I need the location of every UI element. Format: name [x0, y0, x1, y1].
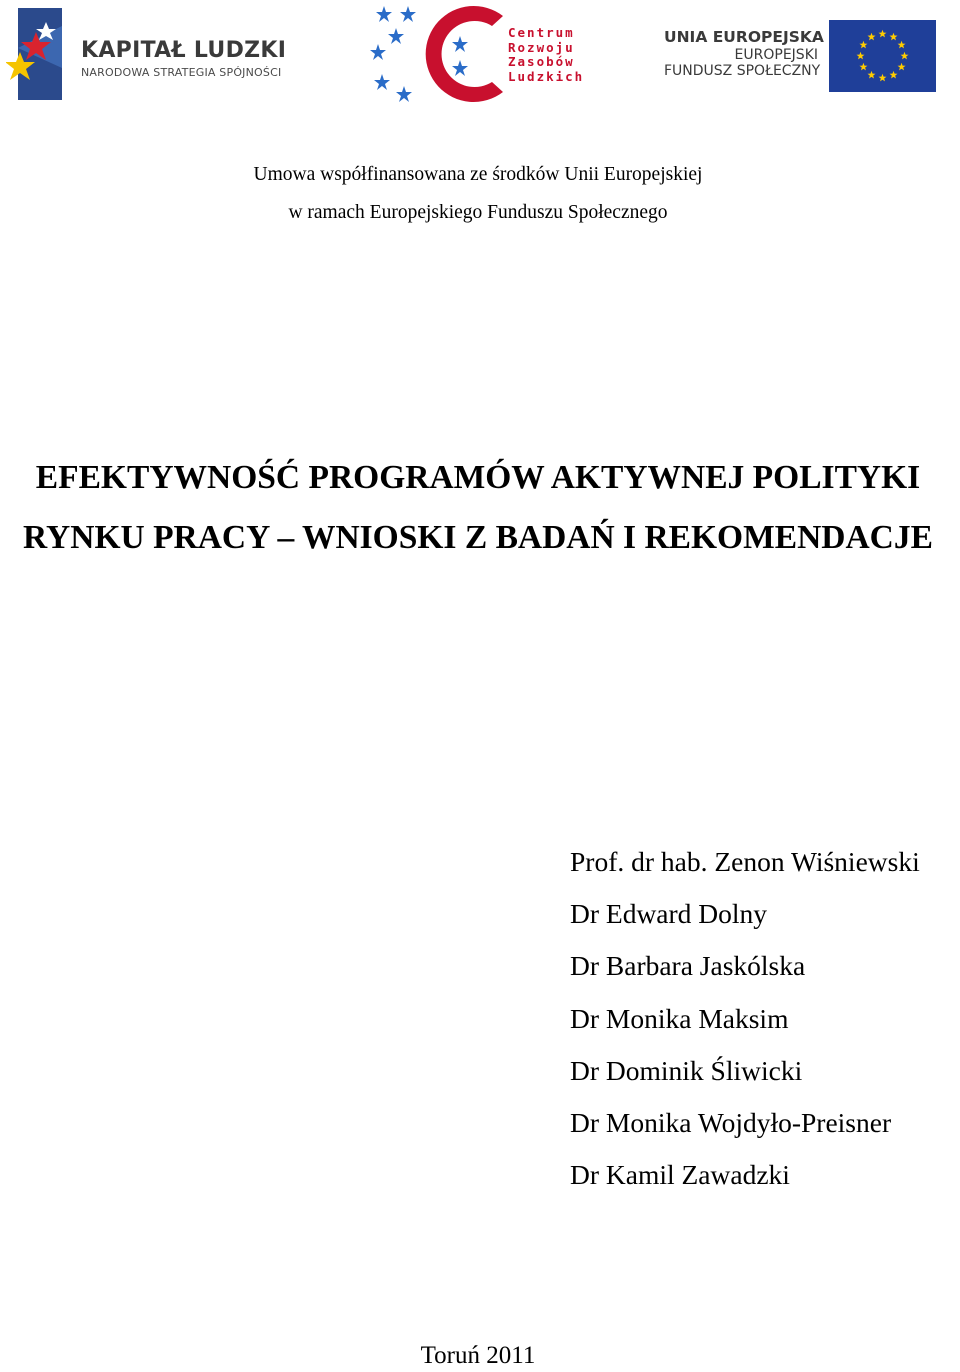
crzl-line-3: Zasobów: [508, 54, 575, 69]
crzl-emblem-icon: [368, 2, 508, 106]
author-3: Dr Barbara Jaskólska: [570, 950, 806, 982]
crzl-line-1: Centrum: [508, 25, 575, 40]
crzl-line-4: Ludzkich: [508, 68, 585, 84]
eu-flag-icon: [829, 20, 936, 92]
author-6: Dr Monika Wojdyło-Preisner: [570, 1107, 892, 1139]
authors-list: [570, 836, 920, 1201]
eu-line-2: EUROPEJSKI: [734, 47, 818, 63]
document-title: [0, 448, 956, 568]
document-title-line-1: EFEKTYWNOŚĆ PROGRAMÓW AKTYWNEJ POLITYKI: [35, 459, 921, 496]
crzl-logo: [368, 2, 588, 106]
eu-line-1: UNIA EUROPEJSKA: [664, 28, 824, 46]
kapital-ludzki-name: KAPITAŁ LUDZKI: [81, 38, 287, 63]
crzl-name: [508, 26, 584, 84]
cofinancing-line-1: Umowa współfinansowana ze środków Unii Europejskiej: [253, 164, 703, 185]
author-5: Dr Dominik Śliwicki: [570, 1054, 803, 1086]
eu-line-3: FUNDUSZ SPOŁECZNY: [664, 63, 821, 79]
author-1: Prof. dr hab. Zenon Wiśniewski: [570, 846, 920, 877]
kapital-ludzki-mark-icon: [6, 8, 64, 102]
author-2: Dr Edward Dolny: [570, 898, 768, 930]
cofinancing-line-2: w ramach Europejskiego Funduszu Społecznego: [288, 202, 668, 223]
document-title-line-2: RYNKU PRACY – WNIOSKI Z BADAŃ I REKOMENDACJE: [23, 519, 933, 556]
author-7: Dr Kamil Zawadzki: [570, 1159, 790, 1191]
cofinancing-statement: [0, 156, 956, 232]
eu-logo-text: [664, 28, 824, 79]
crzl-line-2: Rozwoju: [508, 39, 575, 55]
logo-bar: [0, 0, 960, 110]
kapital-ludzki-logo: [6, 8, 296, 102]
kapital-ludzki-subtitle: NARODOWA STRATEGIA SPÓJNOŚCI: [81, 66, 282, 79]
place-and-year: Toruń 2011: [420, 1342, 536, 1369]
author-4: Dr Monika Maksim: [570, 1002, 789, 1034]
